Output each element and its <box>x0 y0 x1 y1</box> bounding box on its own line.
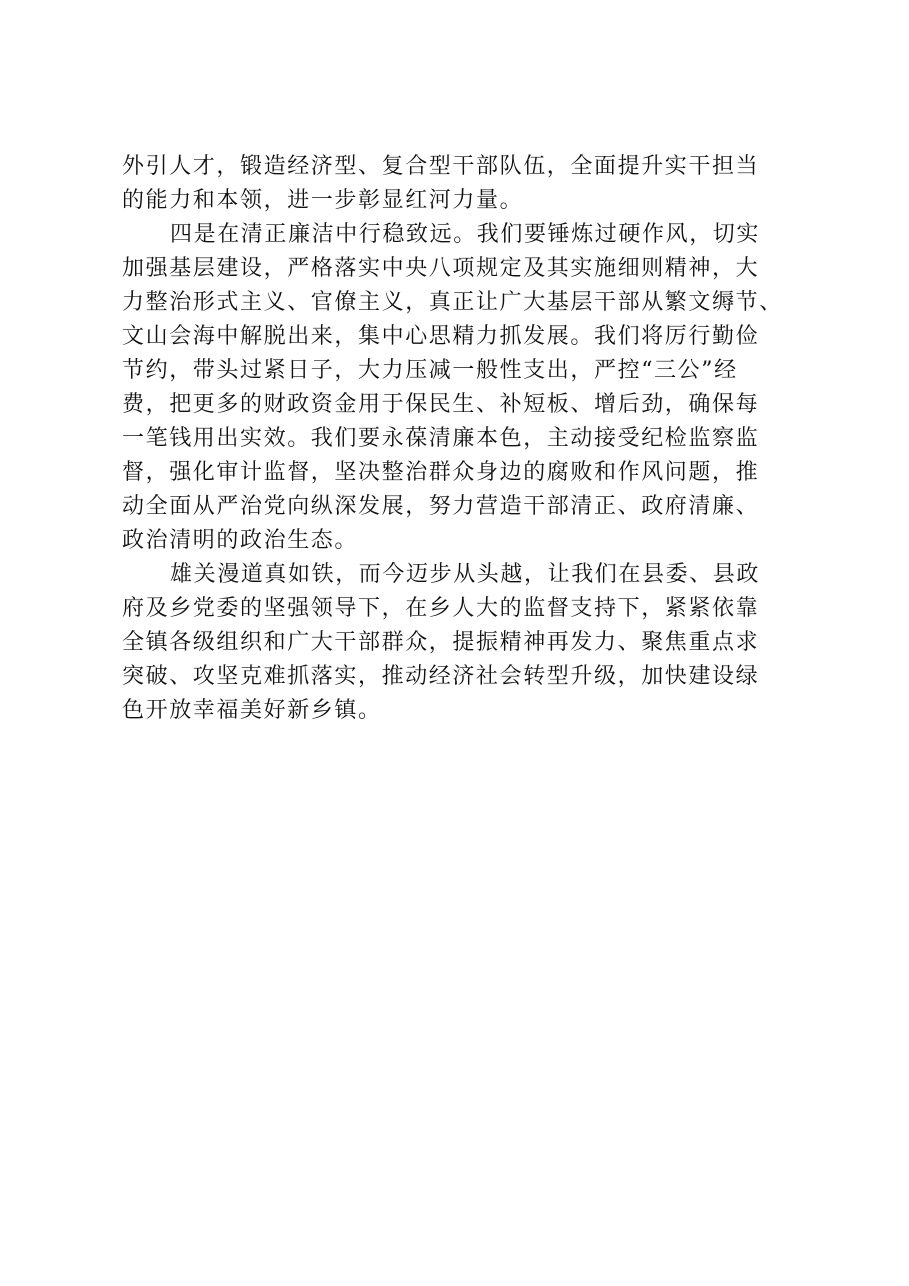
paragraph-start-line: 雄关漫道真如铁，而今迈步从头越，让我们在县委、县政 <box>170 562 761 587</box>
text-line: 动全面从严治党向纵深发展，努力营造干部清正、政府清廉、 <box>122 494 760 519</box>
text-line: 文山会海中解脱出来，集中心思精力抓发展。我们将厉行勤俭 <box>122 324 760 349</box>
text-line: 节约，带头过紧日子，大力压减一般性支出，严控“三公”经 <box>122 358 738 383</box>
text-line: 力整治形式主义、官僚主义，真正让广大基层干部从繁文缛节、 <box>122 290 783 315</box>
text-line: 加强基层建设，严格落实中央八项规定及其实施细则精神，大 <box>122 256 760 281</box>
text-line: 政治清明的政治生态。 <box>122 528 359 553</box>
text-line: 一笔钱用出实效。我们要永葆清廉本色，主动接受纪检监察监 <box>122 426 760 451</box>
text-line: 督，强化审计监督，坚决整治群众身边的腐败和作风问题，推 <box>122 460 760 485</box>
text-line: 外引人才，锻造经济型、复合型干部队伍，全面提升实干担当 <box>122 154 760 179</box>
text-line: 的能力和本领，进一步彰显红河力量。 <box>122 188 524 213</box>
document-body <box>122 150 796 728</box>
text-line: 府及乡党委的坚强领导下，在乡人大的监督支持下，紧紧依靠 <box>122 596 760 621</box>
text-line: 色开放幸福美好新乡镇。 <box>122 698 382 723</box>
text-line: 全镇各级组织和广大干部群众，提振精神再发力、聚焦重点求 <box>122 630 760 655</box>
text-line: 费，把更多的财政资金用于保民生、补短板、增后劲，确保每 <box>122 392 760 417</box>
text-line: 突破、攻坚克难抓落实，推动经济社会转型升级，加快建设绿 <box>122 664 760 689</box>
paragraph-start-line: 四是在清正廉洁中行稳致远。我们要锤炼过硬作风，切实 <box>170 222 761 247</box>
